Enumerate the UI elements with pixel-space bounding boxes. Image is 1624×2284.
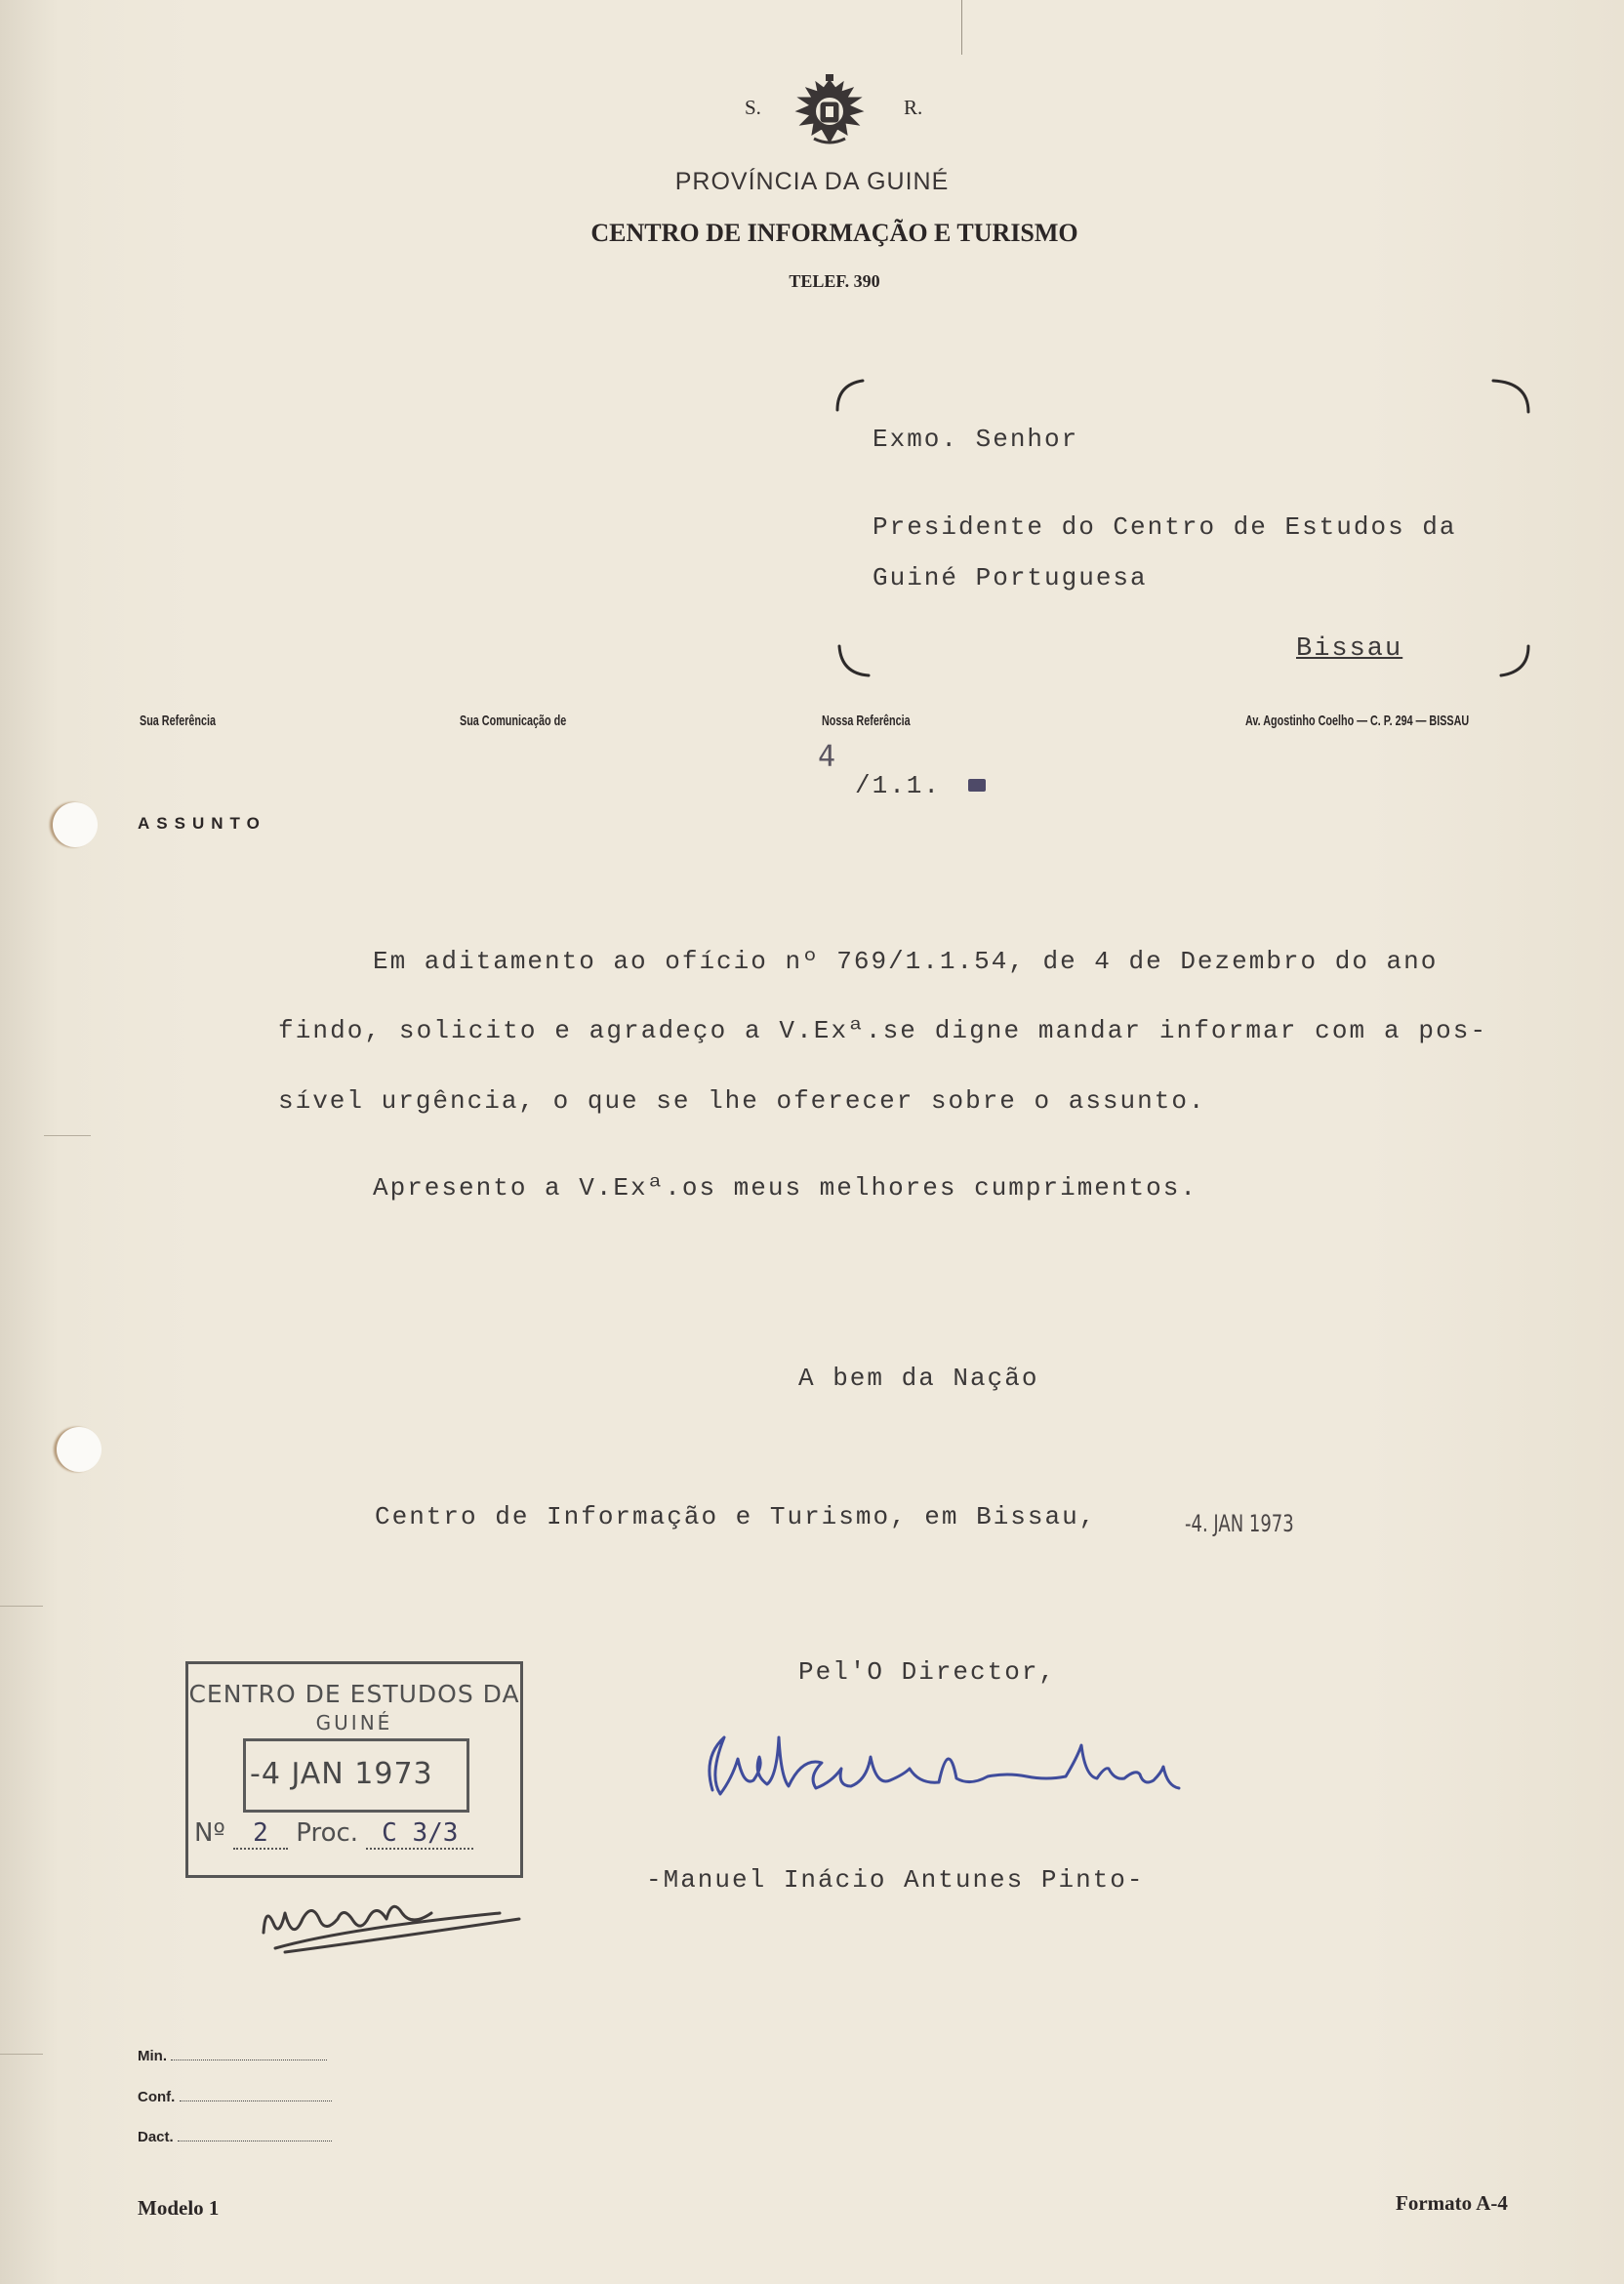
fold-mark [44,1135,91,1136]
addressee-line2: Guiné Portuguesa [873,563,1148,592]
center-name-title: CENTRO DE INFORMAÇÃO E TURISMO [590,219,1078,247]
body-line4: Apresento a V.Exª.os meus melhores cumprimentos. [373,1173,1198,1203]
modelo-label: Modelo 1 [138,2196,220,2220]
received-stamp [185,1661,523,1878]
coat-of-arms-icon [785,74,874,148]
footer-dact-row [138,2129,332,2145]
stamp-proc-value: C 3/3 [366,1818,473,1850]
body-line2: findo, solicito e agradeço a V.Exª.se digne mandar informar com a pos- [278,1016,1488,1045]
formato-label: Formato A-4 [1396,2191,1508,2215]
stamp-initials-signature-icon [256,1884,539,1962]
footer-conf-row [138,2089,332,2105]
header-left-letter: S. [745,96,761,119]
stamp-no-label: Nº [194,1818,225,1848]
top-fold-line [961,0,962,55]
nossa-referencia-label: Nossa Referência [822,713,911,729]
fold-mark [0,1606,43,1607]
punch-hole-bottom [57,1427,102,1472]
place-line: Centro de Informação e Turismo, em Bissau, [375,1502,1097,1531]
addressee-city: Bissau [1296,634,1403,664]
telephone-line: TELEF. 390 [789,271,880,291]
stamp-line1: CENTRO DE ESTUDOS DA [188,1680,520,1708]
stamp-number-row [194,1818,473,1850]
sua-referencia-label: Sua Referência [140,713,217,729]
addressee-line1: Presidente do Centro de Estudos da [873,512,1457,542]
footer-conf-line [180,2100,332,2101]
punch-hole-top [53,802,98,847]
footer-min-label: Min. [138,2048,167,2064]
body-line1: Em aditamento ao ofício nº 769/1.1.54, de 4 de Dezembro do ano [373,947,1439,976]
footer-dact-label: Dact. [138,2129,174,2145]
closing-phrase: A bem da Nação [798,1364,1039,1393]
stamp-no-value: 2 [233,1818,288,1850]
reference-number-handwritten: 4 [818,740,836,774]
body-line3: sível urgência, o que se lhe oferecer sobre o assunto. [278,1086,1206,1116]
stamp-line2: GUINÉ [315,1711,393,1734]
ink-blot [968,779,986,792]
footer-min-row [138,2048,327,2064]
signatory-name: -Manuel Inácio Antunes Pinto- [646,1865,1145,1895]
addressee-salutation: Exmo. Senhor [873,425,1079,454]
stamp-date: -4 JAN 1973 [250,1757,433,1791]
stamp-proc-label: Proc. [296,1818,359,1848]
director-signature-icon [695,1718,1222,1825]
fold-mark [0,2054,43,2055]
province-title: PROVÍNCIA DA GUINÉ [674,168,950,195]
sua-comunicacao-label: Sua Comunicação de [460,713,567,729]
coat-of-arms-row [722,72,923,150]
signatory-prefix: Pel'O Director, [798,1657,1057,1687]
stamp-date-box [243,1738,469,1813]
footer-conf-label: Conf. [138,2089,176,2105]
office-address: Av. Agostinho Coelho — C. P. 294 — BISSAU [1245,713,1470,729]
reference-suffix: /1.1. [855,771,942,800]
date-stamp: -4. JAN 1973 [1185,1510,1294,1537]
assunto-label: ASSUNTO [138,814,266,833]
header-right-letter: R. [904,96,923,119]
